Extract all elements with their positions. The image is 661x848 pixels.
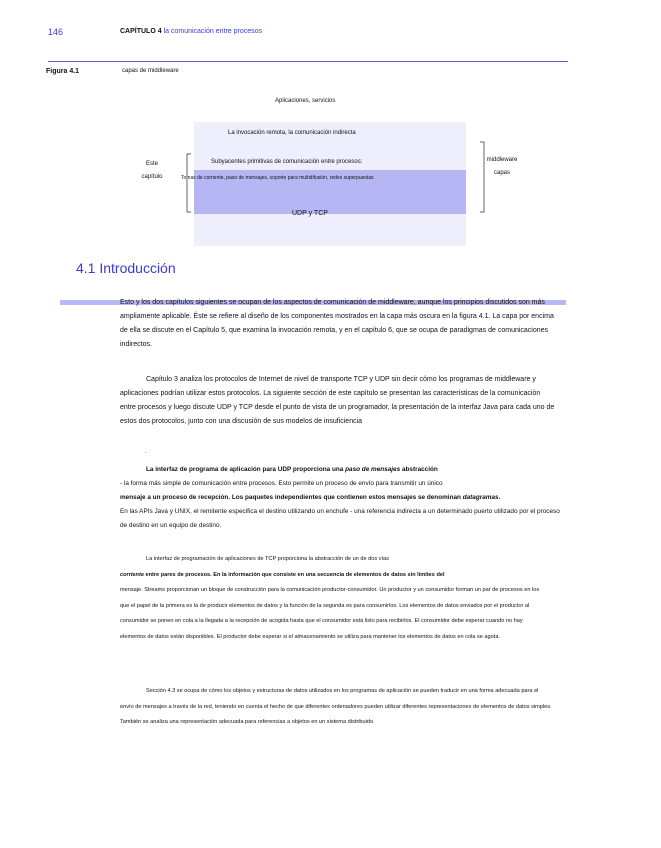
udp-tcp-label: UDP y TCP: [292, 210, 328, 217]
paragraph-4-text-a: La interfaz de programación de aplicaciones de TCP proporciona la abstracción de un de dos vías: [146, 556, 389, 562]
middleware-line-1: middleware: [486, 157, 518, 163]
paragraph-3-bold-b: abstracción: [400, 466, 438, 473]
page-number: 146: [48, 27, 64, 37]
chapter-number: CAPÍTULO 4: [120, 28, 162, 35]
paragraph-2: [120, 373, 556, 429]
stray-dot: .: [145, 449, 147, 455]
paragraph-3-rest: En las APIs Java y UNIX, el remitente especifica el destino utilizando un enchufe - una referencia indirecta a un determinado puerto utilizado por el proceso de destino en un equipo de destino.: [120, 508, 560, 529]
middleware-layers-figure: [0, 0, 661, 250]
paragraph-3-line-2: - la forma más simple de comunicación entre procesos. Esto permite un proceso de envío para transmitir un único: [120, 480, 443, 487]
remote-invocation-label: La invocación remota, la comunicación indirecta: [228, 130, 356, 136]
section-heading: 4.1 Introducción: [76, 260, 176, 276]
primitives-label: Subyacentes primitivas de comunicación entre procesos:: [211, 159, 363, 165]
paragraph-3-bold-em-2: datagramas: [462, 494, 499, 501]
paragraph-1: Esto y los dos capítulos siguientes se ocupan de los aspectos de comunicación de middleware, aunque los principios discutidos son más ampliamente aplicable. Éste se refiere al diseño de los componentes mostrados en la capa más oscura en la figura 4.1. La capa por encima de ella se discute en el Capítulo 5, que examina la invocación remota, y en el capítulo 6, que se ocupa de paradigmas de comunicaciones indirectos.: [120, 299, 554, 348]
paragraph-3-bold-a: La interfaz de programa de aplicación para UDP proporciona una: [146, 466, 346, 473]
left-brace: [187, 154, 191, 212]
paragraph-3: [120, 463, 560, 533]
paragraph-5-text: Sección 4.3 se ocupa de cómo los objetos y estructuras de datos utilizados en los programas de aplicación se pueden traducir en una forma adecuada para el envío de mensajes a través de la red, teniendo en cuenta el hecho de que diferentes ordenadores pueden utilizar diferentes representaciones de elementos de datos simples. También se analiza una representación adecuada para referencias a objetos en un sistema distribuido.: [120, 688, 552, 725]
right-brace: [480, 142, 484, 212]
paragraph-4-bold: entre pares de procesos. En la información que consiste en una secuencia de elementos de datos sin límites del: [143, 571, 445, 578]
paragraph-4-em: corriente: [120, 571, 144, 578]
this-chapter-line-2: capítulo: [141, 174, 163, 180]
applications-label: Aplicaciones, servicios: [275, 98, 336, 104]
chapter-title: la comunicación entre procesos: [163, 28, 263, 35]
paragraph-4-rest: mensaje. Streams proporcionan un bloque de construcción para la comunicación productor-consumidor. Un productor y un consumidor forman un par de procesos en los que el papel de la primera es la de producir elementos de datos y la función de la segunda es para consumirlos. Los elementos de datos enviados por el productor al consumidor se ponen en cola a la llegada a la recepción de acogida hasta que el consumidor está listo para recibirlos. El consumidor debe esperar cuando no hay elementos de datos están disponibles. El productor debe esperar si el almacenamiento se utiliza para mantener los elementos de datos en cola se agota.: [120, 587, 540, 640]
figure-braces: [0, 0, 661, 250]
paragraph-3-bold-c: mensaje a un proceso de recepción. Los paquetes independientes que contienen estos mensajes se denominan: [120, 494, 463, 501]
figure-label: Figura 4.1: [46, 68, 80, 75]
this-chapter-line-1: Este: [145, 161, 158, 167]
primitives-detail-label: Tomas de corriente, paso de mensajes, soporte para multidifusión, redes superpuestas: [181, 175, 374, 181]
middleware-line-2: capas: [493, 170, 510, 176]
paragraph-3-bold-em: paso de mensajes: [345, 466, 401, 473]
paragraph-5: [120, 684, 552, 731]
paragraph-3-bold-d: .: [498, 494, 501, 501]
paragraph-4: [120, 552, 550, 645]
paragraph-2-text: Capítulo 3 analiza los protocolos de Internet de nivel de transporte TCP y UDP sin decir cómo los programas de middleware y aplicaciones podrían utilizar estos protocolos. La siguiente sección de este capítulo se presentan las características de la comunicación entre procesos y luego discute UDP y TCP desde el punto de vista de un programador, la presentación de la interfaz Java para cada uno de estos dos protocolos, junto con una discusión de sus modelos de insuficiencia: [120, 376, 555, 425]
figure-caption: capas de middleware: [122, 68, 179, 74]
